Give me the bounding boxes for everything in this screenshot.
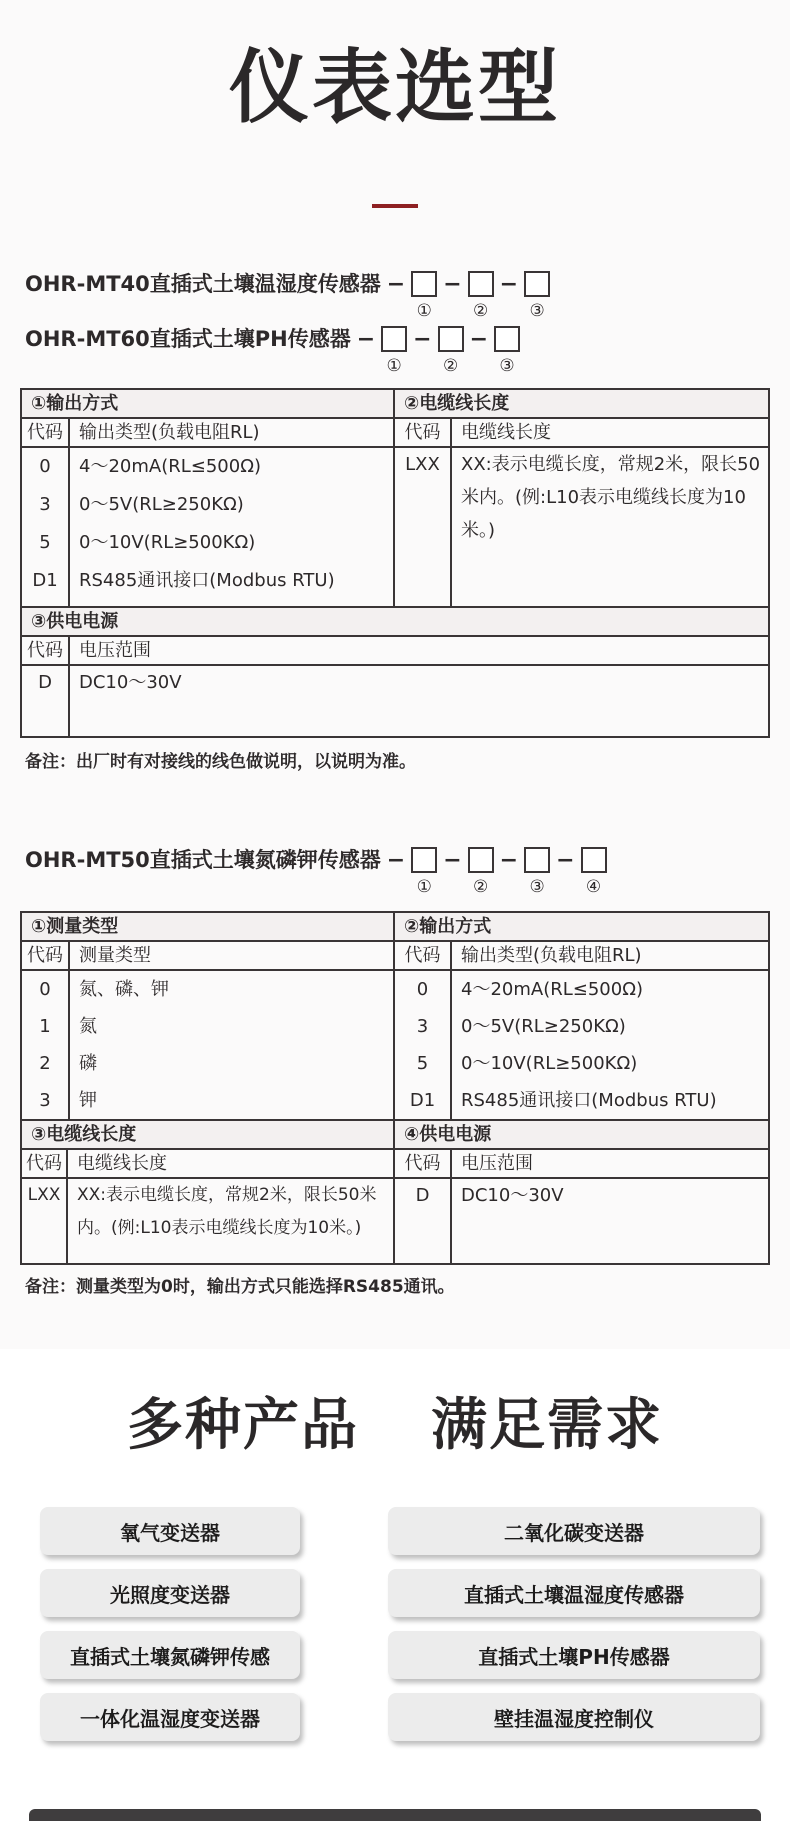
section-header: ①测量类型 xyxy=(22,913,393,942)
desc-header: 电压范围 xyxy=(79,640,151,661)
code-values xyxy=(395,1179,452,1263)
desc-value: XX:表示电缆长度，常规2米，限长50米内。(例:L10表示电缆线长度为10米。) xyxy=(77,1185,377,1238)
model-name: OHR-MT50直插式土壤氮磷钾传感器 xyxy=(25,848,381,872)
model-code-lines xyxy=(25,270,790,380)
code-value: 2 xyxy=(39,1053,51,1074)
column-header-row xyxy=(22,637,768,666)
code-value: D xyxy=(38,672,52,693)
section-header: ③电缆线长度 xyxy=(22,1121,393,1150)
code-box xyxy=(468,847,494,873)
desc-value: 氮 xyxy=(79,1016,97,1037)
section-header: ④供电电源 xyxy=(395,1121,768,1150)
model-code-slot xyxy=(524,270,550,320)
cable-length-column xyxy=(395,390,768,606)
model-code-slot xyxy=(438,325,464,375)
dash: − xyxy=(413,327,432,352)
model-code-slot xyxy=(411,846,437,896)
table-rows xyxy=(22,448,393,606)
model-line-mt60 xyxy=(25,325,790,380)
code-value: 0 xyxy=(39,456,51,477)
code-value: 3 xyxy=(416,1016,429,1037)
page-title: 仪表选型 xyxy=(229,41,561,134)
table-band-cable-power xyxy=(22,1121,768,1263)
model-code-slot xyxy=(524,846,550,896)
heading-left: 多种产品 xyxy=(127,1393,359,1458)
dash: − xyxy=(356,327,376,352)
table-rows xyxy=(395,448,768,606)
output-type-column xyxy=(395,913,768,1119)
code-values xyxy=(395,448,452,606)
desc-values xyxy=(452,1179,768,1263)
product-button-wall-mount-controller[interactable]: 壁挂温湿度控制仪 xyxy=(388,1693,760,1741)
code-header: 代码 xyxy=(22,1150,68,1177)
power-supply-column xyxy=(22,608,768,736)
code-box xyxy=(581,847,607,873)
code-value: D1 xyxy=(409,1090,436,1111)
product-button-integrated-temp-humidity[interactable]: 一体化温湿度变送器 xyxy=(40,1693,300,1741)
model-name: OHR-MT60直插式土壤PH传感器 xyxy=(25,327,351,351)
footer-divider-bar xyxy=(29,1809,761,1821)
code-value: 0 xyxy=(416,979,429,1000)
desc-value: 4～20mA(RL≤500Ω) xyxy=(79,456,261,477)
dash: − xyxy=(386,848,406,873)
desc-header: 电缆线长度 xyxy=(461,422,551,443)
code-value: 0 xyxy=(39,979,51,1000)
output-type-column xyxy=(22,390,395,606)
dash: − xyxy=(499,848,519,873)
desc-value: 磷 xyxy=(79,1053,97,1074)
desc-values xyxy=(68,1179,393,1263)
code-value: 1 xyxy=(39,1016,51,1037)
code-value: 3 xyxy=(39,494,51,515)
code-values xyxy=(22,666,70,736)
selection-table-mt50 xyxy=(20,911,770,1265)
dash: − xyxy=(386,272,406,297)
column-header-row xyxy=(22,419,393,448)
measure-type-column xyxy=(22,913,395,1119)
model-code-lines-2 xyxy=(25,846,790,901)
code-box xyxy=(411,271,437,297)
code-values xyxy=(22,971,70,1119)
model-code-slot xyxy=(411,270,437,320)
code-value: 5 xyxy=(39,532,51,553)
selection-table-mt40-mt60 xyxy=(20,388,770,738)
slot-number: ③ xyxy=(499,356,515,376)
slot-number: ④ xyxy=(585,877,602,897)
section-header: ①输出方式 xyxy=(22,390,393,419)
section-header: ②输出方式 xyxy=(395,913,768,942)
dash: − xyxy=(556,848,575,873)
desc-header: 电缆线长度 xyxy=(77,1153,167,1174)
code-header: 代码 xyxy=(395,1150,452,1177)
code-value: D xyxy=(415,1185,430,1206)
power-supply-column xyxy=(395,1121,768,1263)
product-button-oxygen[interactable]: 氧气变送器 xyxy=(40,1507,300,1555)
desc-values xyxy=(452,971,768,1119)
code-header: 代码 xyxy=(22,419,70,446)
desc-values xyxy=(70,666,768,736)
code-box xyxy=(411,847,437,873)
desc-header: 输出类型(负载电阻RL) xyxy=(461,945,642,966)
table-rows xyxy=(395,971,768,1119)
section-header: ③供电电源 xyxy=(22,608,768,637)
model-code-slot xyxy=(581,846,607,896)
slot-number: ① xyxy=(416,301,432,321)
model-name: OHR-MT40直插式土壤温湿度传感器 xyxy=(25,272,381,296)
desc-value: 4～20mA(RL≤500Ω) xyxy=(461,979,643,1000)
dash: − xyxy=(499,272,519,297)
code-box xyxy=(438,326,464,352)
code-box xyxy=(494,326,520,352)
model-code-slot xyxy=(468,846,494,896)
desc-value: RS485通讯接口(Modbus RTU) xyxy=(79,570,335,591)
desc-values xyxy=(70,971,393,1119)
products-section xyxy=(0,1349,790,1821)
code-box xyxy=(468,271,494,297)
code-values xyxy=(22,1179,68,1263)
product-grid xyxy=(0,1507,790,1741)
table-rows xyxy=(395,1179,768,1263)
code-box xyxy=(524,271,550,297)
table-rows xyxy=(22,666,768,736)
code-value: 5 xyxy=(416,1053,429,1074)
desc-value: 0～5V(RL≥250KΩ) xyxy=(461,1016,626,1037)
slot-number: ① xyxy=(386,356,402,376)
desc-value: 0～10V(RL≥500KΩ) xyxy=(79,532,256,553)
desc-value: 0～5V(RL≥250KΩ) xyxy=(79,494,244,515)
model-code-slot xyxy=(468,270,494,320)
code-value: LXX xyxy=(27,1185,61,1205)
desc-values xyxy=(452,448,768,606)
slot-number: ① xyxy=(416,877,432,897)
dash: − xyxy=(443,848,462,873)
code-header: 代码 xyxy=(22,637,70,664)
desc-header: 测量类型 xyxy=(79,945,151,966)
dash: − xyxy=(443,272,462,297)
column-header-row xyxy=(395,1150,768,1179)
desc-value: 钾 xyxy=(79,1090,97,1111)
column-header-row xyxy=(395,419,768,448)
code-box xyxy=(524,847,550,873)
desc-value: DC10～30V xyxy=(79,672,182,693)
product-button-light[interactable]: 光照度变送器 xyxy=(40,1569,300,1617)
code-value: D1 xyxy=(32,570,58,591)
desc-value: 0～10V(RL≥500KΩ) xyxy=(461,1053,638,1074)
desc-value: XX:表示电缆长度，常规2米，限长50米内。(例:L10表示电缆线长度为10米。) xyxy=(461,454,761,541)
model-line-mt40 xyxy=(25,270,790,325)
product-button-co2[interactable]: 二氧化碳变送器 xyxy=(388,1507,760,1555)
desc-value: DC10～30V xyxy=(461,1185,564,1206)
code-header: 代码 xyxy=(395,942,452,969)
column-header-row xyxy=(22,942,393,971)
desc-header: 电压范围 xyxy=(461,1153,533,1174)
code-box xyxy=(381,326,407,352)
slot-number: ③ xyxy=(529,877,545,897)
slot-number: ② xyxy=(442,356,459,376)
code-value: LXX xyxy=(405,454,440,475)
code-values xyxy=(395,971,452,1119)
product-button-soil-npk[interactable]: 直插式土壤氮磷钾传感 xyxy=(40,1631,300,1679)
table-band-measure-output xyxy=(22,913,768,1121)
slot-number: ③ xyxy=(529,301,545,321)
code-values xyxy=(22,448,70,606)
column-header-row xyxy=(22,1150,393,1179)
model-line-mt50 xyxy=(25,846,790,901)
model-code-slot xyxy=(494,325,520,375)
dash: − xyxy=(469,327,489,352)
table-band-output-cable xyxy=(22,390,768,608)
note-measure-type: 备注：测量类型为0时，输出方式只能选择RS485通讯。 xyxy=(25,1277,455,1297)
model-code-slot xyxy=(381,325,407,375)
slot-number: ② xyxy=(473,301,489,321)
accent-divider xyxy=(372,204,418,208)
code-header: 代码 xyxy=(395,419,452,446)
desc-value: 氮、磷、钾 xyxy=(79,979,169,1000)
slot-number: ② xyxy=(473,877,489,897)
cable-length-column xyxy=(22,1121,395,1263)
heading-right: 满足需求 xyxy=(431,1393,663,1458)
product-button-soil-ph[interactable]: 直插式土壤PH传感器 xyxy=(388,1631,760,1679)
code-value: 3 xyxy=(39,1090,51,1111)
desc-values xyxy=(70,448,393,606)
desc-header: 输出类型(负载电阻RL) xyxy=(79,422,260,443)
table-rows xyxy=(22,971,393,1119)
section-header: ②电缆线长度 xyxy=(395,390,768,419)
table-rows xyxy=(22,1179,393,1263)
product-button-soil-temp-humidity[interactable]: 直插式土壤温湿度传感器 xyxy=(388,1569,760,1617)
products-heading xyxy=(0,1349,790,1459)
code-header: 代码 xyxy=(22,942,70,969)
note-wiring: 备注：出厂时有对接线的线色做说明，以说明为准。 xyxy=(25,752,416,772)
table-band-power xyxy=(22,608,768,736)
column-header-row xyxy=(395,942,768,971)
desc-value: RS485通讯接口(Modbus RTU) xyxy=(461,1090,717,1111)
